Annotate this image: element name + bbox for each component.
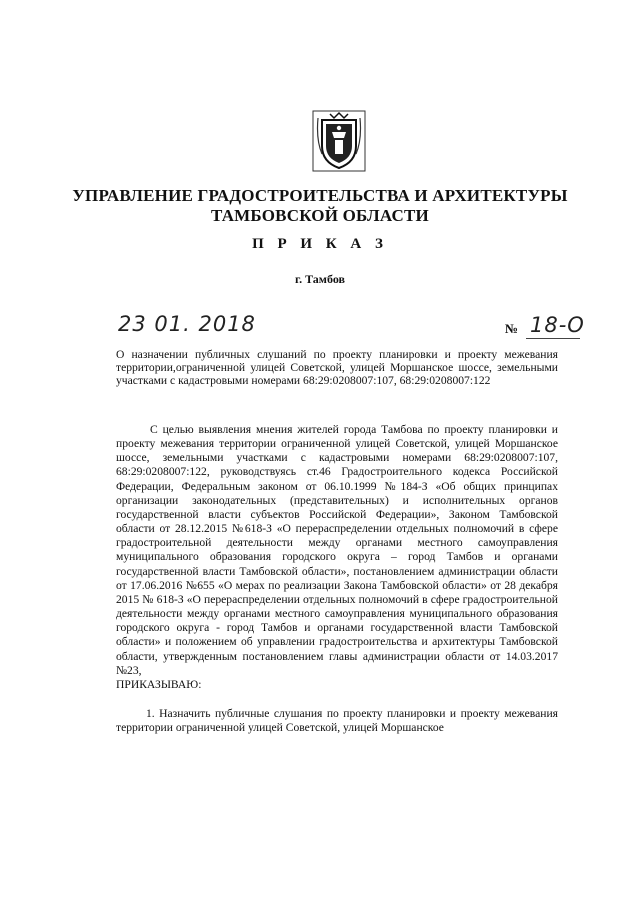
order-item-1: 1. Назначить публичные слушания по проекту планировки и проекту межевания территории ограниченной улицей Советской, улицей Моршанское	[116, 706, 558, 735]
coat-of-arms-icon	[312, 110, 366, 172]
organization-name-line2: ТАМБОВСКОЙ ОБЛАСТИ	[211, 206, 429, 225]
order-word: ПРИКАЗЫВАЮ:	[116, 677, 202, 691]
order-subject: О назначении публичных слушаний по проекту планировки и проекту межевания территории,ограниченной улицей Советской, улицей Моршанское шоссе, земельными участками с кадастровыми номерами 68:29:0208007:107, 68:29:0208007:122	[116, 348, 558, 387]
document-city: г. Тамбов	[295, 272, 345, 286]
order-body	[116, 423, 558, 735]
handwritten-number: 18-О	[530, 313, 585, 337]
document-type-title: П Р И К А З	[252, 236, 388, 252]
number-underline	[526, 338, 580, 339]
handwritten-date: 23 01. 2018	[118, 312, 256, 336]
body-paragraph-1: С целью выявления мнения жителей города Тамбова по проекту планировки и проекту межевания территории ограниченной улицей Советской, улицей Моршанское шоссе, земельными участками с кадастровыми номерами 68:29:0208007:107, 68:29:0208007:122, руководствуясь ст.46 Градостроительного кодекса Российской Федерации, Федеральным законом от 06.10.1999 №184-З «Об общих принципах организации законодательных (представительных) и исполнительных органов государственной власти субъектов Российской Федерации», Законом Тамбовской области от 28.12.2015 №618-З «О перераспределении отдельных полномочий в сфере градостроительной деятельности между органами местного самоуправления муниципального образования городского округа – город Тамбов и органами государственной власти Тамбовской области», постановлением администрации области от 17.06.2016 №655 «О мерах по реализации Закона Тамбовской области» от 28 декабря 2015 № 618-З «О перераспределении отдельных полномочий в сфере градостроительной деятельности между органами местного самоуправления муниципального образования городского округа - город Тамбов и органами государственной власти Тамбовской области» и положением об управлении градостроительства и архитектуры Тамбовской области, утвержденным постановлением главы администрации области от 14.03.2017 №23,	[116, 423, 558, 677]
organization-name-line1: УПРАВЛЕНИЕ ГРАДОСТРОИТЕЛЬСТВА И АРХИТЕКТУРЫ	[72, 186, 568, 205]
number-label: №	[505, 321, 519, 336]
